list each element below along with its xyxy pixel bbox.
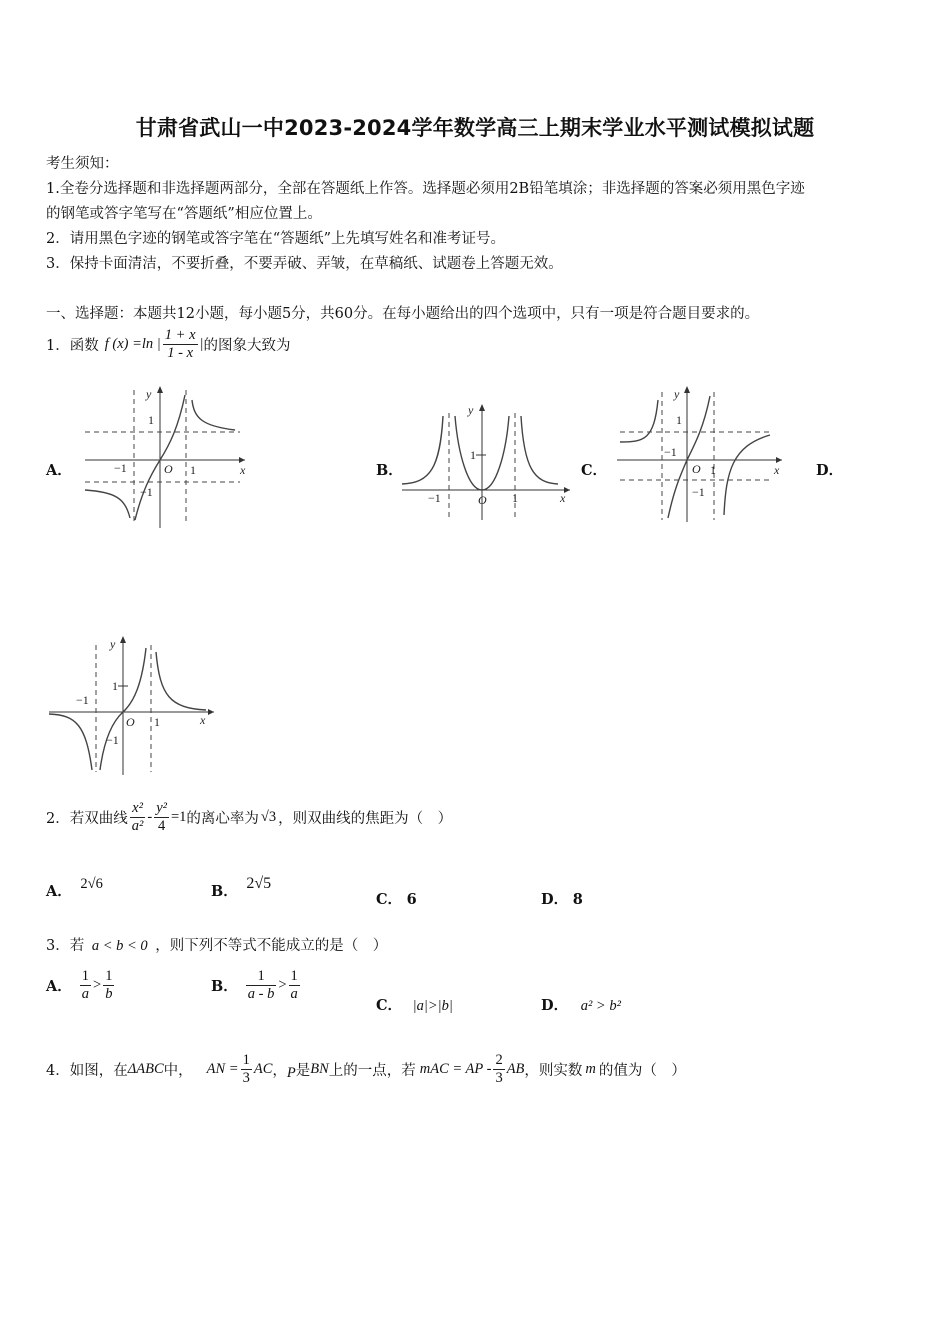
q1-option-a-label: A． [46, 462, 72, 479]
q3-a-rhs [103, 968, 114, 1002]
graph-b-one-x: 1 [512, 491, 518, 505]
graph-d [46, 630, 218, 778]
graph-d-curve-left [49, 714, 92, 770]
q2-frac-1-den: a² [131, 817, 144, 834]
q1-suffix: 的图象大致为 [203, 337, 291, 354]
notice-item-1b: 的钢笔或答字笔写在“答题纸”相应位置上。 [46, 206, 322, 222]
q2-frac-2 [154, 800, 169, 834]
q3-option-a [46, 968, 116, 1002]
graph-b-curve-left [402, 416, 443, 484]
q1-bar: | [199, 335, 204, 352]
q2-option-d-value: 8 [572, 891, 583, 908]
q3-option-d-text: a² > b² [580, 998, 621, 1014]
q4-an: AN = [206, 1060, 239, 1077]
question-2 [46, 800, 452, 834]
notice-item-2: 2．请用黑色字迹的钢笔或答字笔在“答题纸”上先填写姓名和准考证号。 [46, 231, 506, 247]
notice-item-3: 3．保持卡面清洁，不要折叠，不要弄破、弄皱，在草稿纸、试题卷上答题无效。 [46, 256, 563, 272]
notice-item-1a: 1.全卷分选择题和非选择题两部分，全部在答题纸上作答。选择题必须用2B铅笔填涂；非选择题的答案必须用黑色字迹 [46, 181, 805, 197]
q3-option-d [541, 994, 621, 1015]
q4-frac-1-den: 3 [242, 1069, 250, 1086]
q3-option-c-label: C． [376, 997, 403, 1014]
graph-a-one-y: 1 [148, 413, 154, 427]
q4-frac-2-num: 2 [495, 1052, 503, 1068]
q4-prefix: 4．如图，在 [46, 1062, 128, 1079]
q3-option-d-label: D． [541, 997, 569, 1014]
q1-frac-num: 1 + x [164, 327, 196, 343]
graph-d-x-label: x [200, 713, 206, 727]
q4-mac: mAC = AP - [419, 1060, 492, 1077]
q2-option-c [376, 888, 417, 909]
graph-b-curve-right [521, 416, 558, 484]
q4-frac-2 [493, 1052, 504, 1086]
q3-a-op: > [93, 976, 102, 993]
q4-end: 的值为（ ） [598, 1062, 686, 1079]
q2-option-d-label: D． [541, 891, 569, 908]
q3-b-lhs-num: 1 [246, 968, 277, 986]
graph-c-curve-left [620, 400, 658, 442]
graph-b-neg-one-x: −1 [428, 491, 441, 505]
graph-a-curve-right [192, 400, 235, 430]
graph-d-y-arrow [120, 636, 126, 643]
page-title: 甘肃省武山一中2023-2024学年数学高三上期末学业水平测试模拟试题 [135, 116, 815, 140]
q3-a-rhs-num: 1 [105, 968, 113, 984]
graph-c-one-x: 1 [710, 463, 716, 477]
q4-shi: 是 [295, 1062, 311, 1079]
q4-frac-1 [241, 1052, 252, 1086]
q3-option-c [376, 994, 453, 1015]
graph-c [612, 380, 787, 525]
graph-a-origin: O [164, 462, 173, 476]
graph-b [400, 398, 575, 523]
graph-d-origin: O [126, 715, 135, 729]
q4-frac-2-den: 3 [495, 1069, 503, 1086]
q3-a-lhs-num: 1 [81, 968, 90, 984]
q3-option-b [211, 968, 302, 1002]
q2-minus: - [147, 808, 153, 825]
q3-b-rhs [289, 968, 300, 1002]
section-heading: 一、选择题：本题共12小题，每小题5分，共60分。在每小题给出的四个选项中，只有一项是符合题目要求的。 [46, 306, 760, 322]
graph-b-one-y: 1 [470, 448, 476, 462]
graph-c-curve-right [724, 435, 770, 515]
graph-a-y-arrow [157, 386, 163, 393]
graph-c-one-y: 1 [676, 413, 682, 427]
q4-comma: ， [272, 1062, 287, 1079]
q3-prefix: 3．若 [46, 938, 85, 954]
graph-a-neg-one-y: −1 [140, 485, 153, 499]
notice-heading: 考生须知： [46, 156, 119, 172]
q1-option-b-label: B． [376, 462, 403, 479]
q3-b-lhs-den: a - b [247, 985, 275, 1002]
q3-option-b-label: B． [211, 977, 238, 995]
graph-a-neg-one-x: −1 [114, 461, 127, 475]
q4-ab: AB [506, 1060, 525, 1077]
q4-frac-1-num: 1 [242, 1052, 250, 1068]
q2-option-b-label: B． [211, 883, 238, 900]
graph-a-y-label: y [146, 387, 152, 401]
q4-p: P [286, 1064, 296, 1081]
graph-b-origin: O [478, 493, 487, 507]
graph-c-origin: O [692, 462, 701, 476]
graph-c-y-label: y [674, 387, 680, 401]
q3-option-c-text: |a|>|b| [412, 998, 453, 1014]
q3-b-rhs-den: a [290, 985, 298, 1002]
q1-func: f (x) =ln | [104, 335, 161, 352]
q4-zhong: 中， [163, 1062, 193, 1079]
graph-b-y-label: y [468, 403, 474, 417]
q3-option-a-label: A． [46, 977, 72, 995]
graph-a [80, 380, 250, 530]
graph-c-neg-one-y: −1 [692, 485, 705, 499]
graph-d-y-label: y [110, 637, 116, 651]
graph-d-curve-right [156, 652, 206, 710]
q2-frac-1-num: x² [130, 800, 146, 818]
q2-mid: 的离心率为 [186, 810, 259, 827]
q4-ac: AC [253, 1060, 273, 1077]
q3-cond: a < b < 0 [91, 938, 148, 954]
q3-a-rhs-den: b [105, 985, 113, 1002]
q1-option-c-label: C． [581, 462, 608, 479]
question-4 [46, 1052, 686, 1086]
q1-frac-den: 1 - x [167, 344, 194, 361]
graph-d-one-y: 1 [112, 679, 118, 693]
graph-a-curve-left [85, 490, 130, 518]
q4-bn: BN [310, 1060, 329, 1077]
graph-d-one-x: 1 [154, 715, 160, 729]
q2-option-b-value: 2√5 [246, 875, 272, 892]
graph-b-y-arrow [479, 404, 485, 411]
q2-frac-2-den: 4 [157, 817, 166, 834]
graph-b-x-label: x [560, 491, 566, 505]
q1-fraction [163, 327, 198, 361]
q2-option-a-label: A． [46, 883, 72, 900]
q3-a-lhs-den: a [81, 985, 90, 1002]
q2-prefix: 2．若双曲线 [46, 810, 128, 827]
graph-a-one-x: 1 [190, 463, 196, 477]
q2-frac-1 [130, 800, 146, 834]
graph-c-y-arrow [684, 386, 690, 393]
q2-sqrt: √3 [260, 808, 277, 825]
graph-d-x-arrow [208, 709, 214, 715]
graph-d-neg-one-y: −1 [106, 733, 119, 747]
q4-m: m [585, 1060, 596, 1077]
q2-option-c-value: 6 [406, 891, 417, 908]
q2-suffix: ，则双曲线的焦距为（ ） [278, 810, 453, 827]
q4-mid: 上的一点，若 [328, 1062, 416, 1079]
q3-suffix: ，则下列不等式不能成立的是（ ） [155, 938, 388, 954]
q1-option-d-label: D． [816, 462, 844, 479]
q2-option-a-value: 2√6 [80, 876, 103, 892]
q3-b-op: > [278, 976, 287, 993]
q1-prefix: 1．函数 [46, 337, 99, 354]
q3-a-lhs [80, 968, 91, 1002]
q2-option-b [211, 875, 272, 901]
graph-c-neg-one-x: −1 [664, 445, 677, 459]
q2-option-d [541, 888, 583, 909]
q4-triangle: ΔABC [127, 1060, 164, 1077]
graph-c-x-label: x [774, 463, 780, 477]
q2-option-a [46, 876, 103, 901]
q3-b-rhs-num: 1 [290, 968, 298, 984]
q4-suffix: ，则实数 [524, 1062, 583, 1079]
q2-eq: =1 [170, 808, 187, 825]
q3-b-lhs [246, 968, 277, 1002]
q2-option-c-label: C． [376, 891, 403, 908]
graph-a-x-label: x [240, 463, 246, 477]
q2-frac-2-num: y² [156, 800, 167, 816]
question-3 [46, 934, 387, 955]
graph-d-neg-one-x: −1 [76, 693, 89, 707]
question-1 [46, 327, 291, 361]
